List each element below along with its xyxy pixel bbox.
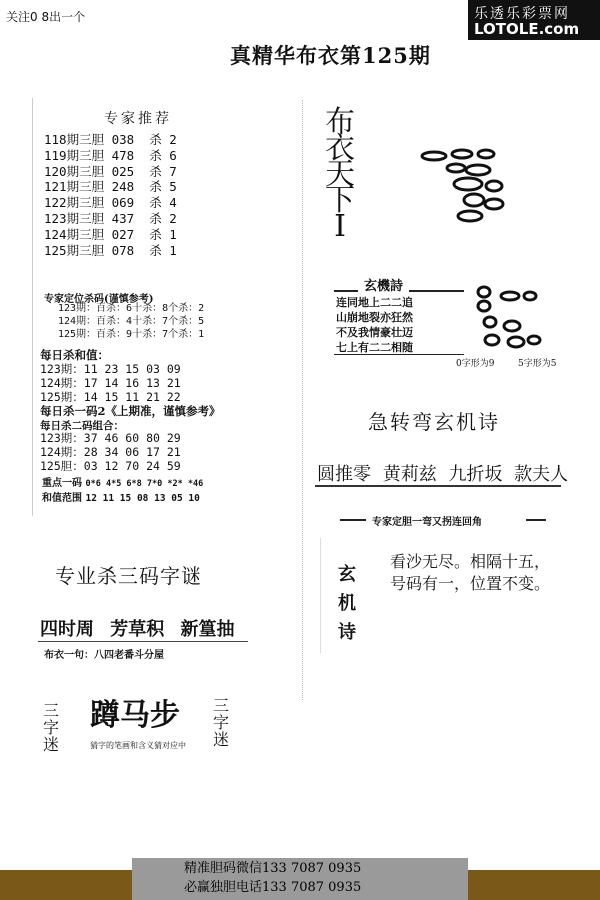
daily-two-row: 124期：28 34 06 17 21 xyxy=(40,445,181,459)
right-riddle-vertical xyxy=(212,697,230,748)
divider xyxy=(315,485,561,487)
vertical-char: 衣 xyxy=(325,131,355,166)
top-note: 关注0 8出一个 xyxy=(6,10,86,24)
recommend-row: 125期三胆 078 杀 1 xyxy=(44,242,177,258)
vertical-char: 下 xyxy=(325,183,355,218)
zhuan-poem xyxy=(390,551,550,595)
recommend-row: 124期三胆 027 杀 1 xyxy=(44,226,177,242)
kill3-title: 专业杀三码字谜 xyxy=(55,564,202,588)
footer-line: 精准胆码微信133 7087 0935 xyxy=(184,861,362,876)
recommend-row: 120期三胆 025 杀 7 xyxy=(44,163,177,179)
recommend-row: 123期三胆 437 杀 2 xyxy=(44,210,177,226)
position-kill-heading: 专家定位杀码(谨慎参考) xyxy=(44,294,154,305)
daily-two-row: 125胆：03 12 70 24 59 xyxy=(40,459,181,473)
left-riddle-vertical xyxy=(42,702,60,753)
recommend-row: 119期三胆 478 杀 6 xyxy=(44,147,177,163)
sum-range-row xyxy=(42,489,200,504)
daily-two-label: 每日杀二码组合： xyxy=(40,420,124,432)
recommend-list xyxy=(44,132,177,258)
bead-shapes-image xyxy=(470,282,550,352)
xuanji-poem xyxy=(336,295,413,355)
daily-sum-row: 125期：14 15 11 21 22 xyxy=(40,390,181,404)
position-kill-list xyxy=(58,302,204,341)
focus-value: 0*6 4*5 6*8 7*0 *2* *46 xyxy=(85,479,204,489)
position-kill-row: 123期：百杀：6十杀：8个杀：2 xyxy=(58,303,205,314)
position-kill-row: 125期：百杀：9十杀：7个杀：1 xyxy=(58,329,205,340)
vertical-char: 三 xyxy=(42,701,59,720)
daily-one-label: 每日杀一码2《上期准，谨慎参考》 xyxy=(40,404,221,418)
position-kill-row: 124期：百杀：4十杀：7个杀：5 xyxy=(58,316,205,327)
jizhuanwan-words: 圆推零 黄莉兹 九折坂 款夫人 xyxy=(317,464,569,485)
recommend-row: 122期三胆 069 杀 4 xyxy=(44,195,177,211)
vertical-char: 布 xyxy=(325,105,355,140)
zhuan-line: 看沙无尽。相隔十五， xyxy=(390,552,551,571)
vertical-char: 三 xyxy=(212,696,229,715)
zhuan-line: 号码有一，位置不变。 xyxy=(390,574,551,593)
daily-sum-label: 每日杀和值： xyxy=(40,348,109,362)
vertical-char: 机 xyxy=(338,593,356,614)
vertical-char: 迷 xyxy=(212,730,229,749)
xuanji-line: 连同地上二二追 xyxy=(336,296,413,309)
xuanji-line: 七上有二二相随 xyxy=(336,341,413,354)
sum-range-label: 和值范围 xyxy=(42,493,82,504)
daily-sum-row: 124期：17 14 16 13 21 xyxy=(40,376,181,390)
recommend-title: 专家推荐 xyxy=(104,111,172,127)
sum-range-value: 12 11 15 08 13 05 10 xyxy=(85,493,200,504)
vertical-char: 字 xyxy=(212,713,229,732)
dash-left xyxy=(340,519,366,521)
riddle-hint: 猜字的笔画和含义猜对应中 xyxy=(90,741,186,750)
xuanjishi-vertical xyxy=(336,560,358,647)
daily-sum-list xyxy=(40,362,181,404)
daily-sum-row: 123期：11 23 15 03 09 xyxy=(40,362,181,376)
focus-label: 重点一码 xyxy=(42,478,82,489)
xuanji-line: 山崩地裂亦狂然 xyxy=(336,311,413,324)
brand-en: LOTOLE.com xyxy=(474,20,580,38)
vertical-char: 诗 xyxy=(338,622,356,643)
xuanji-title: 玄機詩 xyxy=(358,275,409,294)
footer-contact xyxy=(184,859,361,897)
daily-two-row: 123期：37 46 60 80 29 xyxy=(40,431,181,445)
buyi-line: 布衣一句：八四老番斗分屋 xyxy=(44,650,164,661)
riddle-word: 蹲马步 xyxy=(90,698,180,733)
xuanji-line: 不及我情豪壮迈 xyxy=(336,326,413,339)
shape-caption-1: 0字形为9 xyxy=(456,359,495,369)
shape-caption-2: 5字形为5 xyxy=(518,359,557,369)
zhuan-title: 专家定胆一弯又拐连回角 xyxy=(372,517,482,528)
divider xyxy=(38,641,248,642)
kill3-words: 四时周 芳草积 新篁抽 xyxy=(40,619,235,640)
site-brand[interactable] xyxy=(468,0,600,40)
footer-line: 必赢独胆电话133 7087 0935 xyxy=(184,880,362,895)
daily-two-list xyxy=(40,431,181,473)
jizhuanwan-title: 急转弯玄机诗 xyxy=(368,410,500,434)
recommend-row: 118期三胆 038 杀 2 xyxy=(44,132,177,147)
page-title: 真精华布衣第125期 xyxy=(230,43,431,68)
vertical-char: I xyxy=(334,209,346,244)
brand-cn: 乐透乐彩票网 xyxy=(474,6,570,22)
vertical-char: 字 xyxy=(42,718,59,737)
dash-right xyxy=(526,519,546,521)
vertical-char: 迷 xyxy=(42,735,59,754)
recommend-row: 121期三胆 248 杀 5 xyxy=(44,179,177,195)
column-divider xyxy=(302,100,303,700)
vertical-char: 玄 xyxy=(338,564,356,585)
vertical-char: 天 xyxy=(325,157,355,192)
focus-row xyxy=(42,474,203,489)
chain-shapes-image xyxy=(412,140,512,230)
buyi-tianxia xyxy=(322,105,358,244)
